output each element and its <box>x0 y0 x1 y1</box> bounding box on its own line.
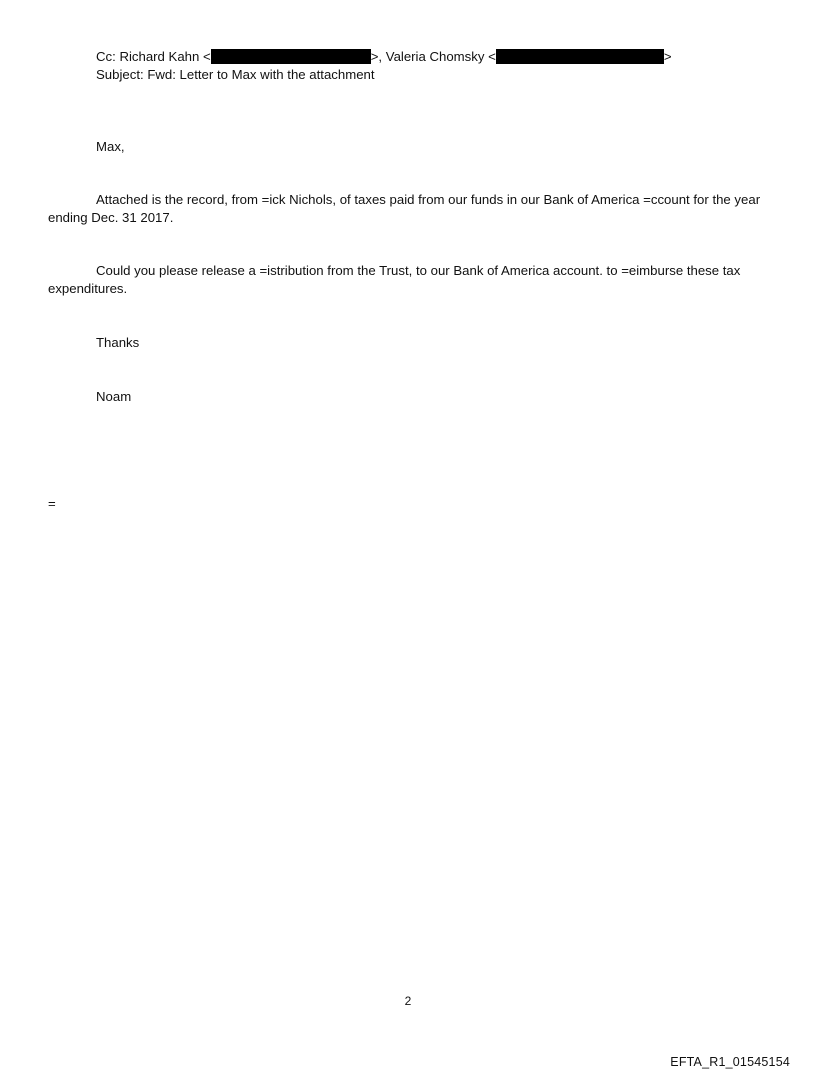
cc-line <box>96 48 672 66</box>
salutation: Max, <box>96 139 125 154</box>
cc-separator: >, Valeria Chomsky < <box>370 49 496 64</box>
signature: Noam <box>96 389 132 404</box>
cc-end: > <box>663 49 672 64</box>
page-number: 2 <box>404 994 412 1008</box>
subject-line: Subject: Fwd: Letter to Max with the attachment <box>96 67 375 82</box>
cc-label: Cc: Richard Kahn < <box>96 49 211 64</box>
document-id: EFTA_R1_01545154 <box>670 1055 790 1069</box>
trailing-character: = <box>48 496 56 511</box>
closing: Thanks <box>96 335 140 350</box>
body-paragraph-1: Attached is the record, from =ick Nichols, of taxes paid from our funds in our Bank of America =ccount for the year ending Dec. 31 2017. <box>48 192 761 225</box>
redaction-block <box>211 49 371 64</box>
body-paragraph-2: Could you please release a =istribution from the Trust, to our Bank of America account. to =eimburse these tax expenditures. <box>48 263 741 296</box>
redaction-block <box>496 49 664 64</box>
